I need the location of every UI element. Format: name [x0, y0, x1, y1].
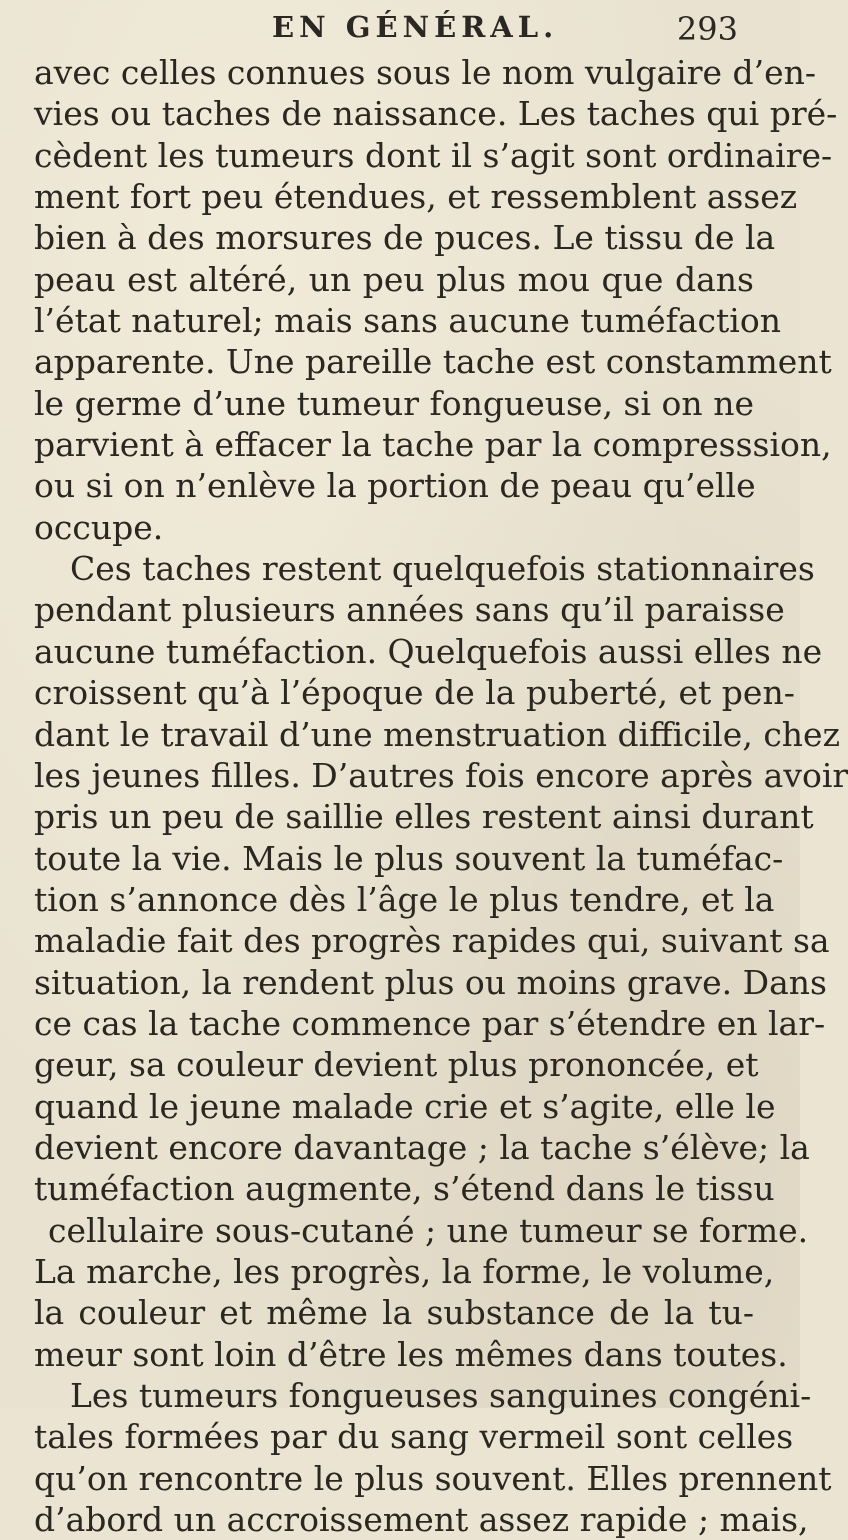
text-line: quand le jeune malade crie et s’agite, elle le [34, 1086, 776, 1126]
body-text [34, 52, 848, 1540]
text-line: geur, sa couleur devient plus prononcée, et [34, 1045, 759, 1085]
running-head [0, 6, 800, 46]
text-line: tuméfaction augmente, s’étend dans le tissu [34, 1169, 775, 1209]
text-line: tales formées par du sang vermeil sont celles [34, 1417, 794, 1457]
text-line: dant le travail d’une menstruation difficile, chez [34, 714, 840, 754]
text-line: cellulaire sous-cutané ; une tumeur se forme. [48, 1210, 809, 1250]
paragraph-end-line: meur sont loin d’être les mêmes dans toutes. [34, 1334, 788, 1374]
text-line: d’abord un accroissement assez rapide ; mais, [34, 1500, 809, 1540]
paragraph-end-line: occupe. [34, 507, 164, 547]
text-line: cèdent les tumeurs dont il s’agit sont ordinaire- [34, 135, 833, 175]
text-line: le germe d’une tumeur fongueuse, si on ne [34, 383, 754, 423]
text-line: bien à des morsures de puces. Le tissu de la [34, 218, 776, 258]
text-line: ment fort peu étendues, et ressemblent assez [34, 177, 798, 217]
text-line: croissent qu’à l’époque de la puberté, et pen- [34, 673, 795, 713]
text-line: l’état naturel; mais sans aucune tuméfaction [34, 301, 781, 341]
text-line: devient encore davantage ; la tache s’élève; la [34, 1127, 810, 1167]
paragraph-start-line: Ces taches restent quelquefois stationnaires [70, 549, 815, 589]
running-head-title: EN GÉNÉRAL. [272, 10, 559, 44]
text-line: qu’on rencontre le plus souvent. Elles prennent [34, 1458, 832, 1498]
text-line: maladie fait des progrès rapides qui, suivant sa [34, 921, 830, 961]
text-line: vies ou taches de naissance. Les taches qui pré- [34, 94, 838, 134]
text-line: les jeunes filles. D’autres fois encore après avoir [34, 755, 848, 795]
text-line: aucune tuméfaction. Quelquefois aussi elles ne [34, 631, 823, 671]
text-line: ou si on n’enlève la portion de peau qu’elle [34, 466, 756, 506]
page-number: 293 [676, 10, 738, 48]
text-line: avec celles connues sous le nom vulgaire d’en- [34, 53, 817, 92]
text-line: parvient à effacer la tache par la compresssion, [34, 425, 832, 465]
text-line: situation, la rendent plus ou moins grave. Dans [34, 962, 827, 1002]
text-line: la couleur et même la substance de la tu- [34, 1293, 754, 1333]
text-line: peau est altéré, un peu plus mou que dans [34, 259, 754, 299]
text-line: toute la vie. Mais le plus souvent la tuméfac- [34, 838, 784, 878]
text-line: apparente. Une pareille tache est constamment [34, 342, 832, 382]
text-line: pris un peu de saillie elles restent ainsi durant [34, 797, 814, 837]
paragraph-start-line: Les tumeurs fongueuses sanguines congéni- [70, 1376, 812, 1415]
text-line: La marche, les progrès, la forme, le volume, [34, 1251, 775, 1291]
text-line: tion s’annonce dès l’âge le plus tendre, et la [34, 879, 775, 919]
text-line: ce cas la tache commence par s’étendre en lar- [34, 1003, 826, 1043]
text-line: pendant plusieurs années sans qu’il paraisse [34, 590, 785, 630]
